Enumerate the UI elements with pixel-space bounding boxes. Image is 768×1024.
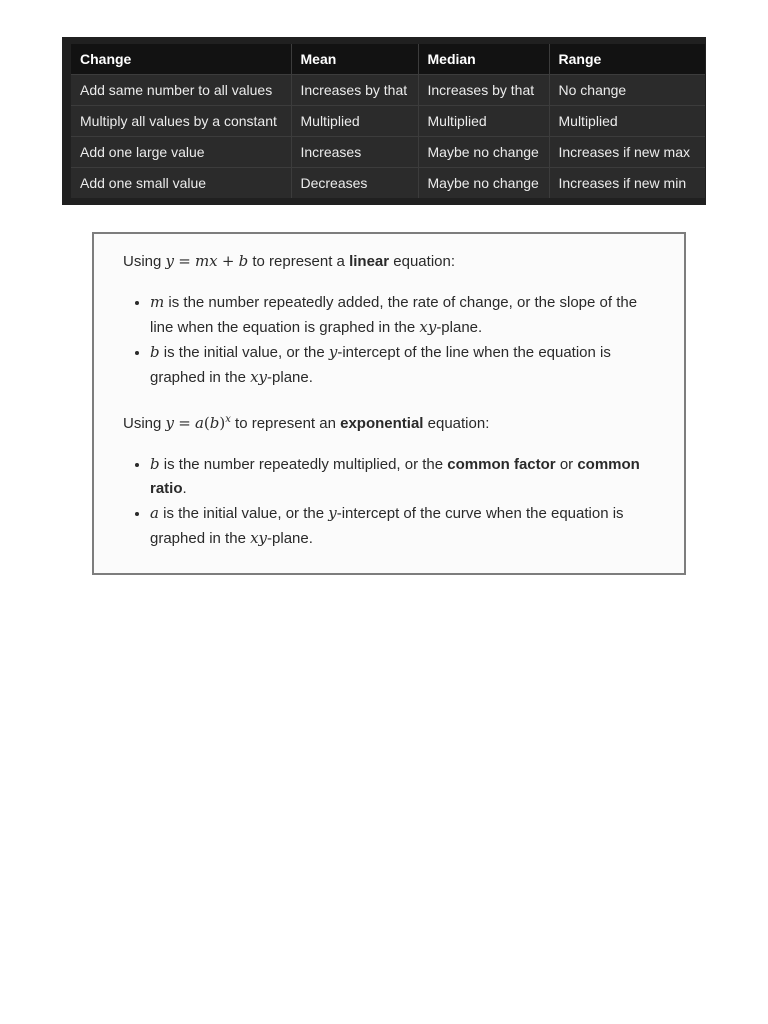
list-item: • m is the number repeatedly added, the rate of change, or the slope of the line when the equation is graphed in the xy-plane. [150,290,656,340]
exponential-formula: $y = a(b)^x$ [165,414,231,432]
exponential-bullet-list [123,452,656,551]
column-header-median: Median [418,44,549,75]
table-cell: Maybe no change [418,168,549,199]
table-cell: No change [549,75,705,106]
linear-bullet-list [123,290,656,390]
table-cell: Multiplied [291,106,418,137]
table-cell: Multiplied [549,106,705,137]
linear-keyword: linear [349,253,390,270]
table-cell: Add one large value [71,137,291,168]
column-header-range: Range [549,44,705,75]
exponential-keyword: exponential [340,415,424,432]
table-row [71,168,705,199]
list-item: • b is the number repeatedly multiplied, or the common factor or common ratio. [150,452,656,501]
table-cell: Maybe no change [418,137,549,168]
table-cell: Increases by that [291,75,418,106]
table-cell: Add one small value [71,168,291,199]
column-header-change: Change [71,44,291,75]
equation-forms-box [92,232,686,575]
table-header-row [71,44,705,75]
table-row [71,75,705,106]
table-cell: Multiplied [418,106,549,137]
table-row [71,137,705,168]
exponential-intro: Using $y = a(b)^x$ to represent an exponential equation: [123,414,490,432]
statistics-change-table [62,37,706,205]
table-cell: Add same number to all values [71,75,291,106]
list-item: • a is the initial value, or the y-intercept of the curve when the equation is graphed in the xy-plane. [150,501,656,551]
table-row [71,106,705,137]
linear-formula: y = mx + b [165,252,249,270]
table-cell: Increases by that [418,75,549,106]
table [71,44,705,198]
linear-intro: Using y = mx + b to represent a linear equation: [123,252,456,270]
table-cell: Increases [291,137,418,168]
column-header-mean: Mean [291,44,418,75]
table-cell: Decreases [291,168,418,199]
list-item: • b is the initial value, or the y-intercept of the line when the equation is graphed in the xy-plane. [150,340,656,390]
table-cell: Multiply all values by a constant [71,106,291,137]
table-cell: Increases if new max [549,137,705,168]
table-cell: Increases if new min [549,168,705,199]
